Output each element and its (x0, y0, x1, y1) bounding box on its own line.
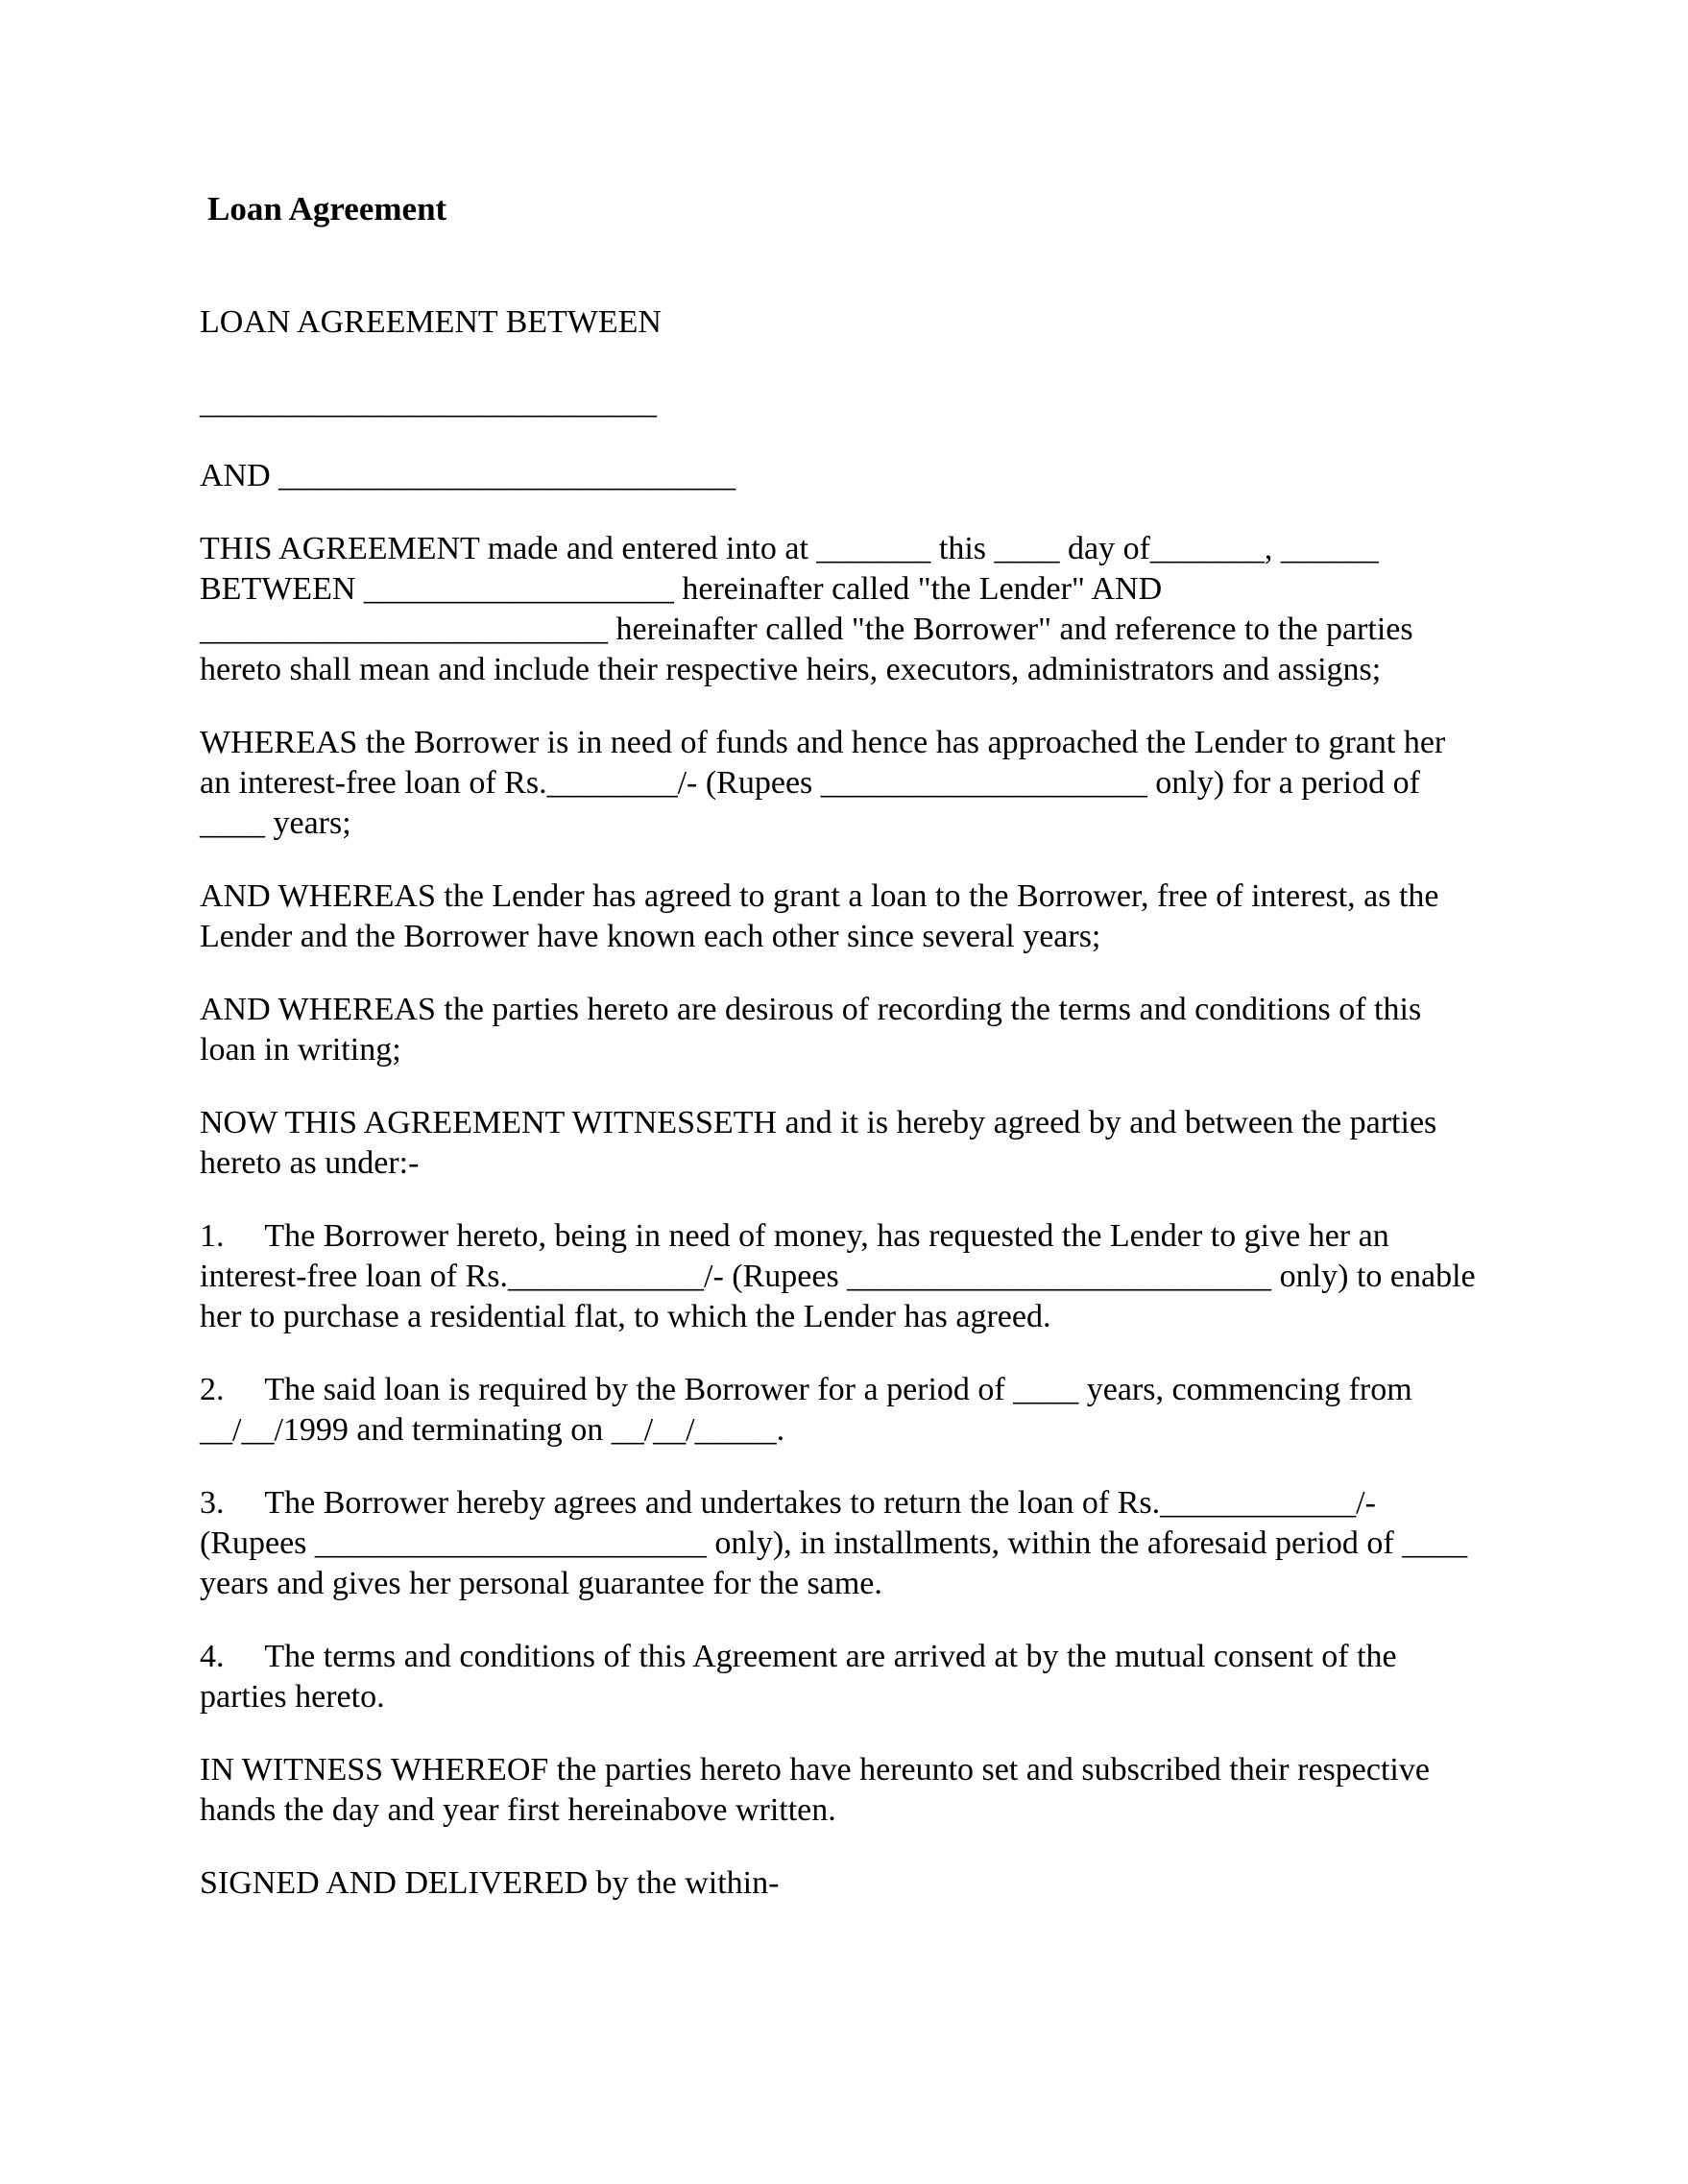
clause-1 (200, 1216, 1534, 1337)
paragraph-in-witness-whereof (200, 1750, 1534, 1831)
paragraph-this-agreement (200, 529, 1534, 690)
text-line: LOAN AGREEMENT BETWEEN (200, 304, 662, 340)
text-line: (Rupees ________________________ only), in installments, within the aforesaid period of ____ (200, 1525, 1468, 1561)
text-line: an interest-free loan of Rs.________/- (Rupees ____________________ only) for a period of (200, 765, 1420, 801)
text-line: 4. The terms and conditions of this Agreement are arrived at by the mutual consent of the (200, 1639, 1397, 1674)
blank-borrower-name (200, 456, 1534, 496)
paragraph-and-whereas-parties (200, 990, 1534, 1070)
text-line: loan in writing; (200, 1032, 401, 1068)
text-line: hands the day and year first hereinabove written. (200, 1792, 836, 1828)
subtitle-loan-agreement-between (200, 302, 1534, 343)
text-line: AND WHEREAS the parties hereto are desirous of recording the terms and conditions of this (200, 992, 1422, 1027)
fill-in-blank-line: ____________________________ (200, 385, 657, 420)
clause-4 (200, 1637, 1534, 1717)
text-line: parties hereto. (200, 1679, 385, 1715)
paragraph-now-this-agreement (200, 1103, 1534, 1184)
text-line: 2. The said loan is required by the Borrower for a period of ____ years, commencing from (200, 1372, 1412, 1407)
text-line: interest-free loan of Rs.____________/- (Rupees __________________________ only) to enable (200, 1259, 1476, 1294)
text-line: hereto as under:- (200, 1145, 420, 1181)
fill-in-blank-line: AND ____________________________ (200, 458, 736, 493)
text-line: SIGNED AND DELIVERED by the within- (200, 1865, 780, 1901)
text-line: AND WHEREAS the Lender has agreed to grant a loan to the Borrower, free of interest, as the (200, 878, 1439, 914)
text-line: WHEREAS the Borrower is in need of funds and hence has approached the Lender to grant her (200, 725, 1446, 760)
text-line: __/__/1999 and terminating on __/__/_____. (200, 1412, 785, 1448)
text-line: Lender and the Borrower have known each other since several years; (200, 919, 1101, 954)
paragraph-and-whereas-lender (200, 876, 1534, 957)
text-line: ____ years; (200, 805, 351, 841)
blank-lender-name (200, 383, 1534, 423)
paragraph-signed-and-delivered (200, 1863, 1534, 1904)
paragraph-whereas (200, 723, 1534, 844)
text-line: _________________________ hereinafter called "the Borrower" and reference to the parties (200, 612, 1413, 647)
text-line: years and gives her personal guarantee for the same. (200, 1566, 882, 1601)
clause-2 (200, 1370, 1534, 1451)
text-line: IN WITNESS WHEREOF the parties hereto have hereunto set and subscribed their respective (200, 1752, 1430, 1788)
text-line: BETWEEN ___________________ hereinafter called "the Lender" AND (200, 571, 1163, 607)
document-title: Loan Agreement (207, 190, 447, 228)
text-line: 3. The Borrower hereby agrees and undertakes to return the loan of Rs.____________/- (200, 1485, 1376, 1521)
text-line: her to purchase a residential flat, to which the Lender has agreed. (200, 1299, 1051, 1334)
clause-3 (200, 1483, 1534, 1604)
text-line: NOW THIS AGREEMENT WITNESSETH and it is hereby agreed by and between the parties (200, 1105, 1437, 1140)
text-line: hereto shall mean and include their respective heirs, executors, administrators and assigns; (200, 652, 1382, 687)
text-line: 1. The Borrower hereto, being in need of money, has requested the Lender to give her an (200, 1218, 1389, 1254)
text-line: THIS AGREEMENT made and entered into at _______ this ____ day of_______, ______ (200, 531, 1379, 566)
